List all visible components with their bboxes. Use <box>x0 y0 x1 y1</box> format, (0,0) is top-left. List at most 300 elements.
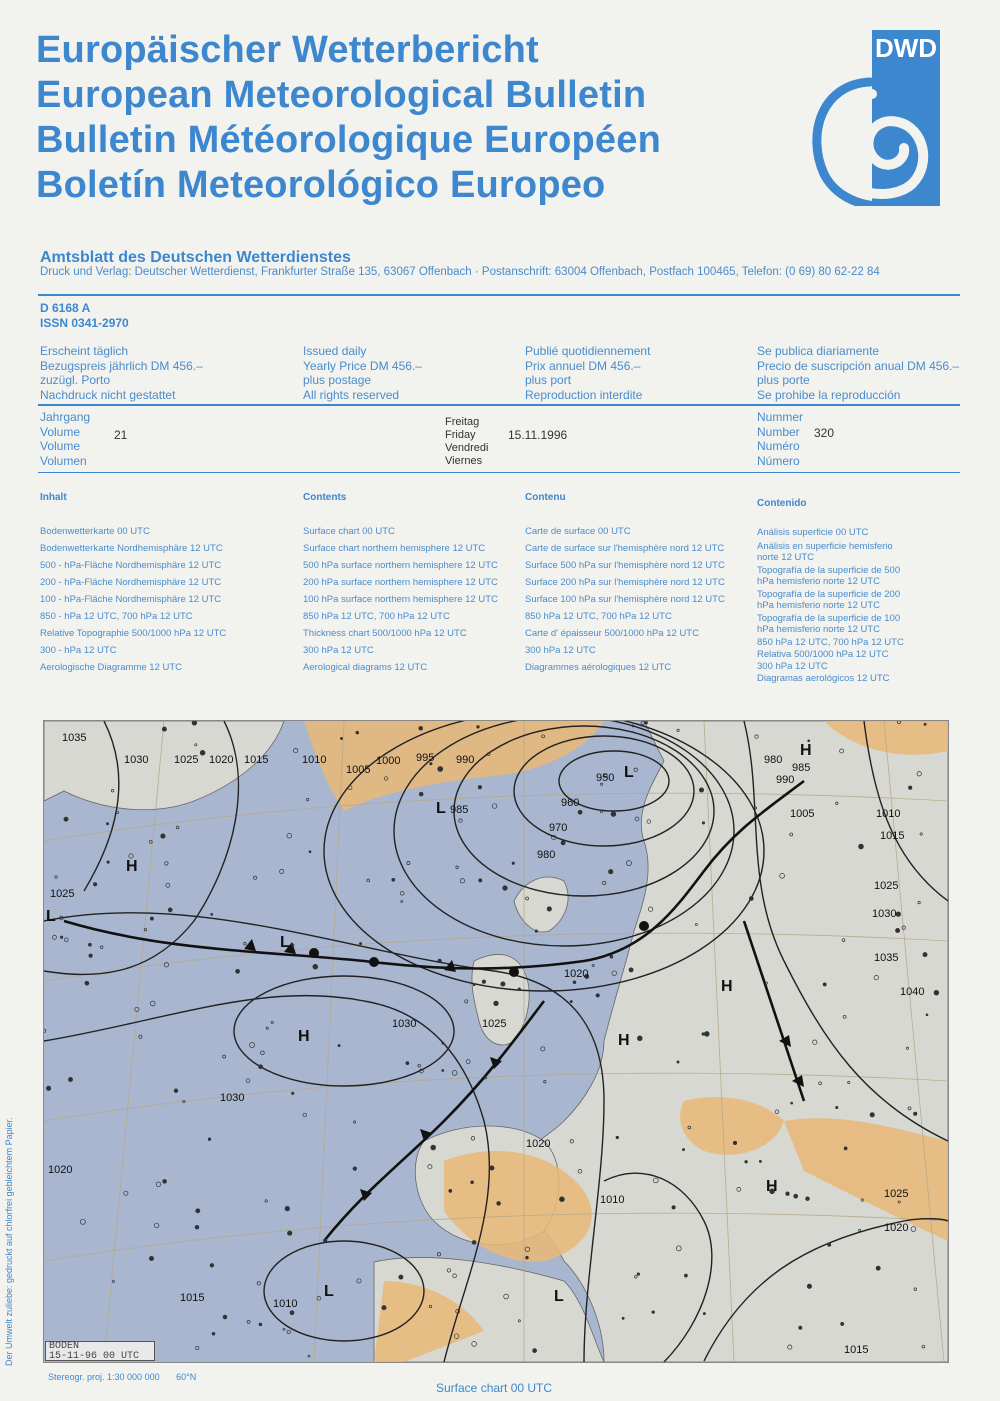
title-en: European Meteorological Bulletin <box>36 74 647 116</box>
isobar-label: 985 <box>792 762 811 774</box>
isobar-label: 1030 <box>392 1018 417 1030</box>
station-dot <box>211 913 213 915</box>
station-dot <box>482 980 485 983</box>
station-dot <box>354 1121 356 1123</box>
station-dot <box>637 1273 640 1276</box>
isobar-label: 1020 <box>884 1222 909 1234</box>
high-pressure-center: H <box>766 1178 778 1195</box>
contents-list-es <box>757 527 957 684</box>
station-dot <box>759 1160 761 1162</box>
station-dot <box>533 1349 537 1353</box>
number-labels: Nummer Number Numéro Número <box>757 410 804 468</box>
station-dot <box>150 917 153 920</box>
isobar-label: 985 <box>450 804 469 816</box>
list-item: 100 hPa surface northern hemisphere 12 UTC <box>303 594 498 605</box>
list-item: Relative Topographie 500/1000 hPa 12 UTC <box>40 628 227 639</box>
station-dot <box>154 1223 159 1228</box>
station-dot <box>806 1197 810 1201</box>
station-dot <box>684 1274 687 1277</box>
isobar-label: 1025 <box>50 888 75 900</box>
station-dot <box>307 798 309 800</box>
station-dot <box>246 1079 250 1083</box>
station-dot <box>786 1192 790 1196</box>
station-dot <box>526 1256 529 1259</box>
isobar-label: 1015 <box>880 830 905 842</box>
high-pressure-center: H <box>721 978 733 995</box>
isobar-label: 1005 <box>790 808 815 820</box>
list-item: Carte de surface 00 UTC <box>525 526 631 537</box>
subscription-en: Issued daily Yearly Price DM 456.– plus postage All rights reserved <box>303 344 422 402</box>
station-dot <box>285 1206 290 1211</box>
station-dot <box>359 943 361 945</box>
station-dot <box>622 1317 624 1319</box>
station-dot <box>53 935 57 939</box>
list-item: Carte d' épaisseur 500/1000 hPa 12 UTC <box>525 628 699 639</box>
station-dot <box>544 1081 546 1083</box>
stamp-line2: 15-11-96 00 UTC <box>49 1351 140 1362</box>
isobar-label: 950 <box>596 772 615 784</box>
isobar-label: 1025 <box>174 754 199 766</box>
station-dot <box>926 1014 928 1016</box>
station-dot <box>212 1332 215 1335</box>
contents-list-de <box>40 523 226 676</box>
station-dot <box>236 969 240 973</box>
station-dot <box>265 1200 267 1202</box>
station-dot <box>616 1136 619 1139</box>
station-dot <box>652 1311 655 1314</box>
station-dot <box>116 811 118 813</box>
list-item: Thickness chart 500/1000 hPa 12 UTC <box>303 628 467 639</box>
isobar-label: 1015 <box>844 1344 869 1356</box>
station-dot <box>573 981 576 984</box>
issn: ISSN 0341-2970 <box>40 316 129 330</box>
station-dot <box>745 1161 748 1164</box>
station-dot <box>704 1032 709 1037</box>
isobar-label: 1010 <box>876 808 901 820</box>
low-pressure-center: L <box>324 1283 334 1300</box>
publisher-address: Druck und Verlag: Deutscher Wetterdienst, Frankfurter Straße 135, 63067 Offenbach · Postanschrift: 63004 Offenbach, Postfach 100465, Telefon: (0 69) 80 62-22 84 <box>40 266 880 278</box>
list-item: Surface chart northern hemisphere 12 UTC <box>303 543 486 554</box>
contents-heading-en: Contents <box>303 492 347 503</box>
station-dot <box>88 943 91 946</box>
station-dot <box>166 883 170 887</box>
weather-map-graphic <box>44 721 948 1362</box>
station-dot <box>356 731 359 734</box>
identifiers <box>40 301 129 331</box>
divider <box>38 294 960 296</box>
station-dot <box>139 1035 142 1038</box>
station-dot <box>836 1106 838 1108</box>
isobar-label: 1030 <box>220 1092 245 1104</box>
issue-date: 15.11.1996 <box>508 428 568 442</box>
station-dot <box>107 861 109 863</box>
title-fr: Bulletin Météorologique Européen <box>36 119 661 161</box>
station-dot <box>196 1346 199 1349</box>
station-dot <box>68 1077 72 1081</box>
station-dot <box>924 723 926 725</box>
station-dot <box>223 1315 227 1319</box>
list-item: Diagrammes aérologiques 12 UTC <box>525 662 672 673</box>
list-item: 500 - hPa-Fläche Nordhemisphäre 12 UTC <box>40 560 222 571</box>
station-dot <box>283 1328 285 1330</box>
station-dot <box>914 1112 917 1115</box>
station-dot <box>431 1145 436 1150</box>
list-item: 200 hPa surface northern hemisphere 12 UTC <box>303 577 498 588</box>
station-dot <box>794 1194 798 1198</box>
station-dot <box>195 1225 199 1229</box>
station-dot <box>303 1113 307 1117</box>
station-dot <box>603 881 606 884</box>
station-dot <box>259 1323 262 1326</box>
station-dot <box>257 1282 260 1285</box>
station-dot <box>896 928 900 932</box>
station-dot <box>799 1326 802 1329</box>
list-item: Relativa 500/1000 hPa 12 UTC <box>757 649 889 660</box>
station-dot <box>923 953 927 957</box>
station-dot <box>250 1043 255 1048</box>
station-dot <box>807 1284 811 1288</box>
divider <box>38 404 960 406</box>
station-dot <box>271 1021 273 1023</box>
number-value: 320 <box>814 426 835 440</box>
station-dot <box>610 955 613 958</box>
low-pressure-center: L <box>554 1288 564 1305</box>
station-dot <box>55 876 57 878</box>
station-dot <box>472 1241 476 1245</box>
station-dot <box>473 984 475 986</box>
station-dot <box>338 1045 340 1047</box>
station-dot <box>400 891 404 895</box>
isobar-label: 1030 <box>124 754 149 766</box>
station-dot <box>702 822 704 824</box>
list-item: Aerologische Diagramme 12 UTC <box>40 662 183 673</box>
isobar-label: 995 <box>416 752 435 764</box>
low-pressure-center: L <box>46 908 56 925</box>
station-dot <box>611 812 616 817</box>
publication-code: D 6168 A <box>40 301 91 315</box>
station-dot <box>44 1029 46 1032</box>
station-dot <box>292 1092 294 1094</box>
isobar-label: 1030 <box>872 908 897 920</box>
station-dot <box>89 954 92 957</box>
station-dot <box>909 786 912 789</box>
list-item: 850 hPa 12 UTC, 700 hPa 12 UTC <box>525 611 672 622</box>
station-dot <box>629 968 633 972</box>
isobar-label: 1010 <box>273 1298 298 1310</box>
isobar-label: 1025 <box>884 1188 909 1200</box>
list-item: Surface 200 hPa sur l'hemisphère nord 12 UTC <box>525 577 725 588</box>
station-dot <box>266 1027 268 1029</box>
station-dot <box>176 826 179 829</box>
list-item: 500 hPa surface northern hemisphere 12 UTC <box>303 560 498 571</box>
station-dot <box>340 737 342 739</box>
station-dot <box>459 819 462 822</box>
station-dot <box>254 876 257 879</box>
station-dot <box>578 810 582 814</box>
isobar-label: 1020 <box>209 754 234 766</box>
station-dot <box>353 1167 357 1171</box>
station-dot <box>418 1064 421 1067</box>
station-dot <box>168 908 172 912</box>
contents-heading-de: Inhalt <box>40 492 67 503</box>
station-dot <box>870 1113 874 1117</box>
spiral-icon <box>812 24 940 206</box>
station-dot <box>465 1000 468 1003</box>
station-dot <box>80 1219 85 1224</box>
list-item: 850 hPa 12 UTC, 700 hPa 12 UTC <box>757 637 904 648</box>
list-item: Aerological diagrams 12 UTC <box>303 662 428 673</box>
station-dot <box>149 840 152 843</box>
isobar-label: 1010 <box>302 754 327 766</box>
station-dot <box>626 861 631 866</box>
station-dot <box>162 727 166 731</box>
station-dot <box>406 1062 409 1065</box>
isobar-label: 960 <box>561 797 580 809</box>
station-dot <box>477 726 480 729</box>
contents-heading-es: Contenido <box>757 498 807 509</box>
isobar-label: 1020 <box>564 968 589 980</box>
list-item: Topografía de la superficie de 100 hPa hemisferio norte 12 UTC <box>757 613 901 635</box>
station-dot <box>490 1166 494 1170</box>
volume-labels: Jahrgang Volume Volume Volumen <box>40 410 91 468</box>
list-item: 850 - hPa 12 UTC, 700 hPa 12 UTC <box>40 611 193 622</box>
station-dot <box>244 942 247 945</box>
dwd-logo <box>812 24 940 206</box>
station-dot <box>442 1042 444 1044</box>
list-item: Surface 100 hPa sur l'hemisphère nord 12 UTC <box>525 594 725 605</box>
station-dot <box>288 1231 292 1235</box>
list-item: Bodenwetterkarte 00 UTC <box>40 526 150 537</box>
station-dot <box>85 981 89 985</box>
station-dot <box>174 1089 178 1093</box>
station-dot <box>106 823 108 825</box>
station-dot <box>828 1243 831 1246</box>
station-dot <box>294 748 298 752</box>
isobar-label: 1025 <box>482 1018 507 1030</box>
publisher-heading: Amtsblatt des Deutschen Wetterdienstes <box>40 249 351 266</box>
side-note: Der Umwelt zuliebe: gedruckt auf chlorfrei gebleichtem Papier. <box>4 1117 14 1366</box>
station-dot <box>210 1264 214 1268</box>
station-dot <box>280 869 284 873</box>
station-dot <box>535 930 537 932</box>
station-dot <box>503 886 508 891</box>
station-dot <box>392 878 395 881</box>
station-dot <box>419 726 423 730</box>
station-dot <box>287 1330 290 1333</box>
isobar-label: 1015 <box>180 1292 205 1304</box>
station-dot <box>634 768 637 771</box>
latitude-label: 60°N <box>176 1372 197 1382</box>
station-dot <box>570 1001 572 1003</box>
station-dot <box>357 1279 361 1283</box>
contents-heading-fr: Contenu <box>525 492 566 503</box>
station-dot <box>313 964 318 969</box>
station-dot <box>560 1197 565 1202</box>
station-dot <box>452 1071 457 1076</box>
station-dot <box>438 959 442 963</box>
station-dot <box>859 844 864 849</box>
station-dot <box>635 817 639 821</box>
station-dot <box>407 861 410 864</box>
station-dot <box>60 936 62 938</box>
station-dot <box>112 1280 114 1282</box>
station-dot <box>437 1253 440 1256</box>
map-projection: Stereogr. proj. 1:30 000 000 60°N <box>48 1372 197 1382</box>
station-dot <box>791 1102 793 1104</box>
subscription-fr: Publié quotidiennement Prix annuel DM 456.– plus port Reproduction interdite <box>525 344 651 402</box>
list-item: Carte de surface sur l'hemisphère nord 12 UTC <box>525 543 725 554</box>
station-dot <box>749 897 753 901</box>
isobar-label: 1035 <box>62 732 87 744</box>
isobar-label: 1000 <box>376 755 401 767</box>
station-dot <box>512 862 514 864</box>
station-dot <box>677 1061 679 1063</box>
station-dot <box>223 1055 226 1058</box>
title-es: Boletín Meteorológico Europeo <box>36 164 606 206</box>
station-dot <box>497 1202 501 1206</box>
station-dot <box>247 1320 250 1323</box>
list-item: Bodenwetterkarte Nordhemisphäre 12 UTC <box>40 543 223 554</box>
station-dot <box>601 811 603 813</box>
list-item: Surface 500 hPa sur l'hemisphère nord 12 UTC <box>525 560 725 571</box>
isobar-label: 990 <box>456 754 475 766</box>
station-dot <box>494 1001 499 1006</box>
station-dot <box>208 1138 211 1141</box>
station-dot <box>637 1036 642 1041</box>
station-dot <box>46 1086 50 1090</box>
isobar-label: 1040 <box>900 986 925 998</box>
isobar-label: 1005 <box>346 764 371 776</box>
station-dot <box>64 817 68 821</box>
station-dot <box>592 964 594 966</box>
station-dot <box>401 901 403 903</box>
list-item: 300 hPa 12 UTC <box>757 661 828 672</box>
low-pressure-center: L <box>280 934 290 951</box>
list-item: Topografía de la superficie de 200 hPa hemisferio norte 12 UTC <box>757 589 901 611</box>
station-dot <box>290 1311 294 1315</box>
station-dot <box>309 851 311 853</box>
high-pressure-center: H <box>126 858 138 875</box>
station-dot <box>64 938 68 942</box>
station-dot <box>518 988 520 990</box>
station-dot <box>124 1191 128 1195</box>
station-dot <box>699 788 703 792</box>
station-dot <box>547 907 551 911</box>
station-dot <box>367 879 370 882</box>
map-stamp <box>45 1341 155 1361</box>
station-dot <box>478 786 481 789</box>
station-dot <box>703 1313 705 1315</box>
volume-value: 21 <box>114 428 128 442</box>
title-de: Europäischer Wetterbericht <box>36 29 539 71</box>
isobar-label: 1025 <box>874 880 899 892</box>
isobar-label: 980 <box>537 849 556 861</box>
station-dot <box>733 1141 736 1144</box>
high-pressure-center: H <box>800 742 812 759</box>
station-dot <box>934 990 939 995</box>
isobar-label: 1035 <box>874 952 899 964</box>
station-dot <box>466 1060 470 1064</box>
station-dot <box>561 841 565 845</box>
isobar-label: 1020 <box>48 1164 73 1176</box>
dwd-logo-text: DWD <box>872 30 940 66</box>
station-dot <box>612 971 617 976</box>
list-item: 300 hPa 12 UTC <box>525 645 596 656</box>
station-dot <box>876 1266 880 1270</box>
list-item: 100 - hPa-Fläche Nordhemisphäre 12 UTC <box>40 594 222 605</box>
station-dot <box>438 767 443 772</box>
station-dot <box>382 1306 386 1310</box>
map-caption: Surface chart 00 UTC <box>436 1381 553 1395</box>
list-item: Análisis en superficie hemisferio norte 12 UTC <box>757 541 893 563</box>
divider <box>38 472 960 473</box>
station-dot <box>317 1296 321 1300</box>
station-dot <box>150 1001 155 1006</box>
list-item: Diagramas aerológicos 12 UTC <box>757 673 890 684</box>
station-dot <box>682 1149 684 1151</box>
station-dot <box>196 1209 200 1213</box>
high-pressure-center: H <box>618 1032 630 1049</box>
list-item: 300 hPa 12 UTC <box>303 645 374 656</box>
station-dot <box>841 1322 844 1325</box>
station-dot <box>308 1355 310 1357</box>
station-dot <box>471 1181 474 1184</box>
station-dot <box>823 983 826 986</box>
isobar-label: 1015 <box>244 754 269 766</box>
station-dot <box>460 879 464 883</box>
list-item: 200 - hPa-Fläche Nordhemisphäre 12 UTC <box>40 577 222 588</box>
station-dot <box>609 870 613 874</box>
list-item: 850 hPa 12 UTC, 700 hPa 12 UTC <box>303 611 450 622</box>
station-dot <box>161 834 165 838</box>
station-dot <box>149 1256 153 1260</box>
isobar-label: 970 <box>549 822 568 834</box>
station-dot <box>93 883 96 886</box>
station-dot <box>419 792 423 796</box>
station-dot <box>261 1051 265 1055</box>
station-dot <box>259 1065 263 1069</box>
isobar-label: 980 <box>764 754 783 766</box>
station-dot <box>672 1206 675 1209</box>
list-item: Análisis superficie 00 UTC <box>757 527 869 538</box>
list-item: Surface chart 00 UTC <box>303 526 395 537</box>
station-dot <box>896 912 901 917</box>
station-dot <box>492 804 497 809</box>
station-dot <box>501 982 505 986</box>
station-dot <box>200 750 205 755</box>
subscription-es: Se publica diariamente Precio de suscripción anual DM 456.– plus porte Se prohibe la reproducción <box>757 344 960 402</box>
stamp-line1: BODEN <box>49 1341 80 1352</box>
station-dot <box>156 1182 161 1187</box>
surface-weather-map <box>43 720 949 1363</box>
weekday-labels: Freitag Friday Vendredi Viernes <box>445 416 489 467</box>
station-dot <box>456 866 459 869</box>
isobar-label: 1010 <box>600 1194 625 1206</box>
station-dot <box>163 1180 167 1184</box>
low-pressure-center: L <box>436 800 446 817</box>
isobar-label: 1020 <box>526 1138 551 1150</box>
station-dot <box>287 833 292 838</box>
list-item: 300 - hPa 12 UTC <box>40 645 117 656</box>
low-pressure-center: L <box>624 764 634 781</box>
station-dot <box>165 862 168 865</box>
station-dot <box>844 1147 847 1150</box>
station-dot <box>449 1189 452 1192</box>
subscription-de: Erscheint täglich Bezugspreis jährlich DM 456.– zuzügl. Porto Nachdruck nicht gestattet <box>40 344 203 402</box>
station-dot <box>596 994 599 997</box>
station-dot <box>100 946 103 949</box>
station-dot <box>192 721 197 725</box>
